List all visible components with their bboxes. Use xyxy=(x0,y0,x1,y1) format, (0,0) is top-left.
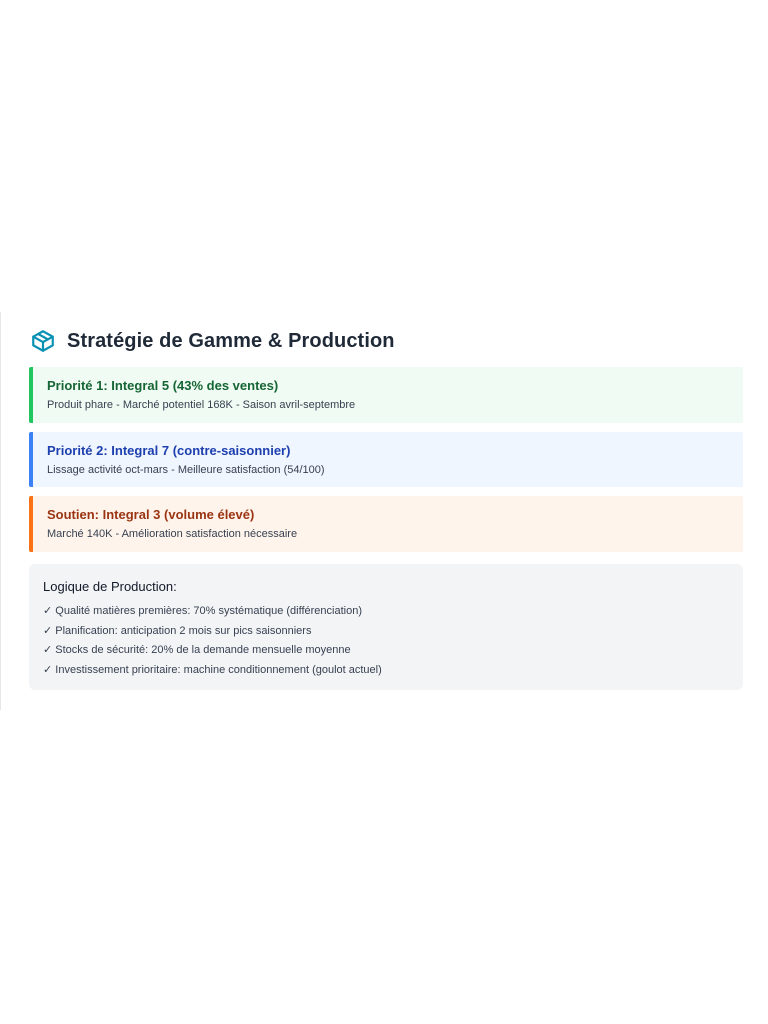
strategy-panel xyxy=(0,312,768,710)
priority-2-title: Priorité 2: Integral 7 (contre-saisonnier) xyxy=(47,443,291,458)
priority-1-card xyxy=(29,367,743,423)
production-logic-box xyxy=(29,564,743,690)
priority-1-title: Priorité 1: Integral 5 (43% des ventes) xyxy=(47,378,279,393)
list-item: ✓ Qualité matières premières: 70% systématique (différenciation) xyxy=(43,605,362,617)
section-title: Stratégie de Gamme & Production xyxy=(67,329,395,352)
support-title: Soutien: Integral 3 (volume élevé) xyxy=(47,507,255,522)
support-description: Marché 140K - Amélioration satisfaction nécessaire xyxy=(47,528,298,540)
production-logic-list xyxy=(43,602,729,680)
package-icon xyxy=(30,328,56,354)
section-header xyxy=(30,328,395,354)
production-logic-title: Logique de Production: xyxy=(43,579,177,594)
support-card xyxy=(29,496,743,552)
priority-2-card xyxy=(29,432,743,487)
priority-2-description: Lissage activité oct-mars - Meilleure satisfaction (54/100) xyxy=(47,464,325,476)
list-item: ✓ Stocks de sécurité: 20% de la demande mensuelle moyenne xyxy=(43,644,351,656)
list-item: ✓ Investissement prioritaire: machine conditionnement (goulot actuel) xyxy=(43,663,382,676)
list-item: ✓ Planification: anticipation 2 mois sur pics saisonniers xyxy=(43,624,312,637)
priority-1-description: Produit phare - Marché potentiel 168K - Saison avril-septembre xyxy=(47,399,356,411)
